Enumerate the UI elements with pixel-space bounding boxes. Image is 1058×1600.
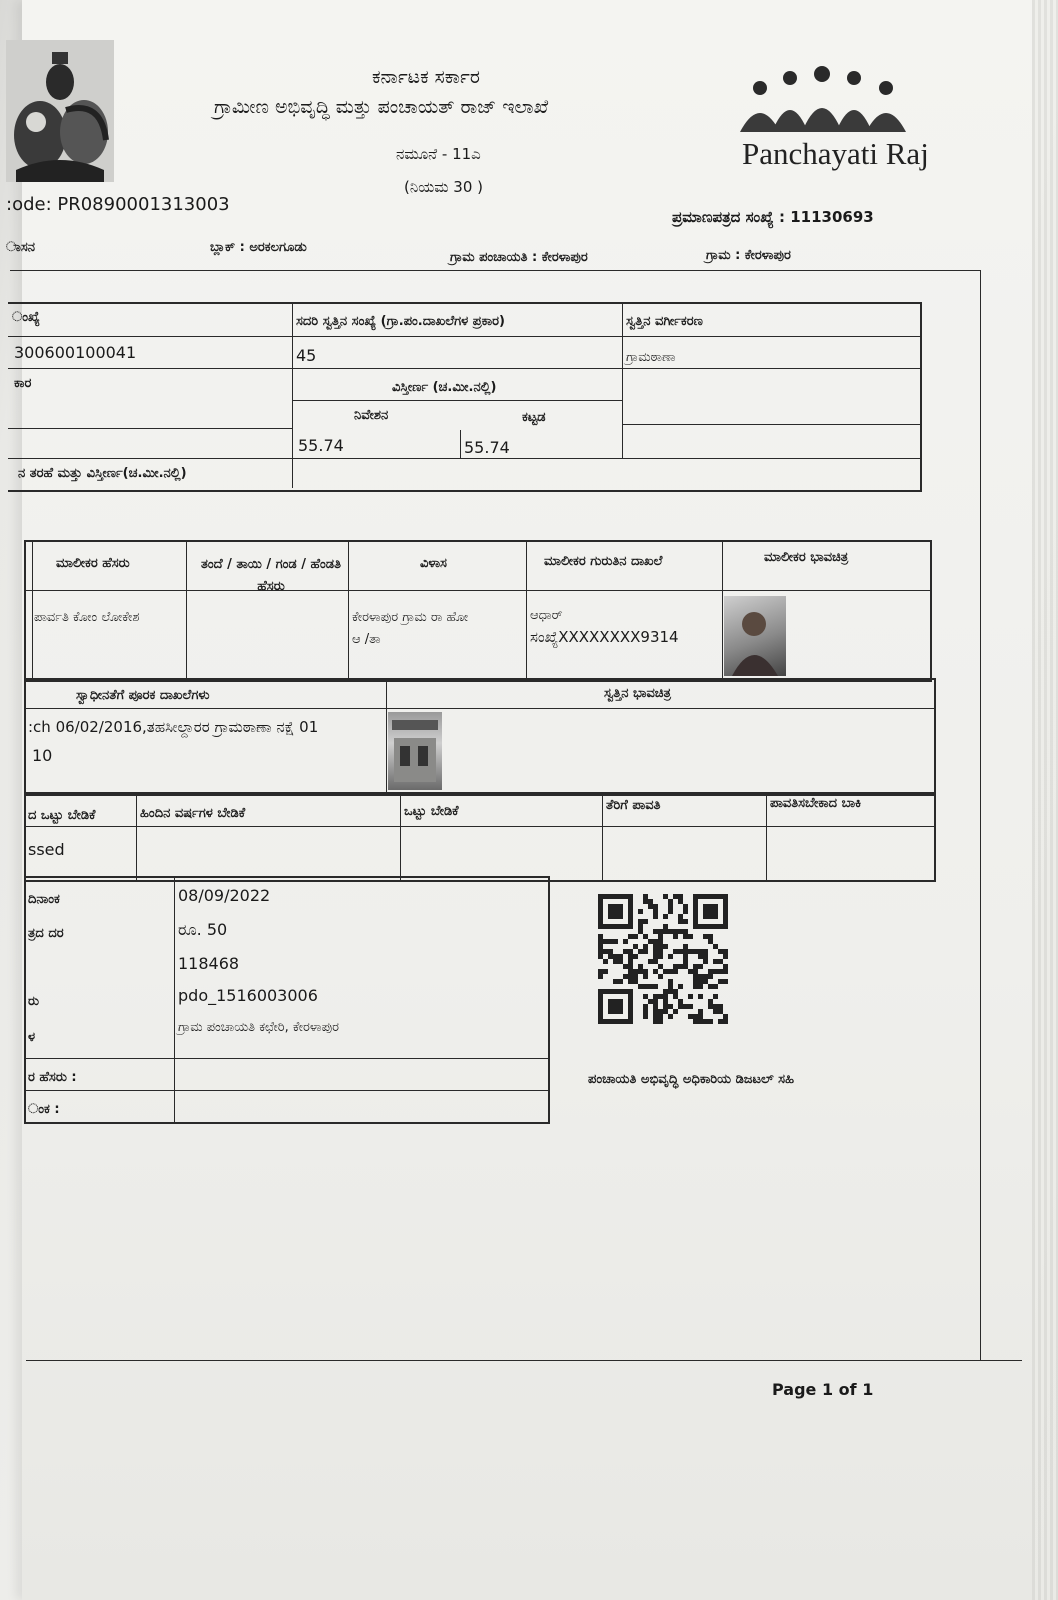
owner-name-value: ಪಾರ್ವತಿ ಕೋಂ ಲೋಕೇಶ: [34, 610, 140, 625]
building-label: ಕಟ್ಟಡ: [522, 410, 546, 425]
build-type-label: ನ ತರಹೆ ಮತ್ತು ವಿಸ್ತೀರ್ಣ(ಚ.ಮೀ.ನಲ್ಲಿ): [18, 466, 187, 481]
department-title: ಗ್ರಾಮೀಣ ಅಭಿವೃದ್ಧಿ ಮತ್ತು ಪಂಚಾಯತ್ ರಾಜ್ ಇಲಾಖೆ: [214, 96, 549, 118]
address-header: ವಿಳಾಸ: [420, 556, 447, 571]
karnataka-emblem-icon: [6, 40, 114, 182]
header-rule: [10, 270, 980, 271]
person-icon: [724, 596, 786, 676]
issuer-label: ರು: [28, 994, 40, 1009]
owner-address-line2: ಆ /ತಾ: [352, 632, 381, 647]
property-no-header: ಸದರಿ ಸ್ವತ್ತಿನ ಸಂಖ್ಯೆ (ಗ್ರಾ.ಪಂ.ದಾಖಲೆಗಳ ಪ್ರಕಾರ): [296, 314, 505, 329]
taluk-label: ಾಸನ: [6, 240, 36, 255]
type-label: ಕಾರ: [14, 376, 32, 391]
property-table: [8, 302, 922, 492]
issuer-value: pdo_1516003006: [178, 986, 318, 1005]
paper-edge: [1032, 0, 1058, 1600]
frame-right: [980, 270, 981, 1360]
id-header: ಂಖ್ಯೆ: [12, 310, 40, 325]
issue-date-value: 08/09/2022: [178, 886, 271, 905]
balance-header: ಪಾವತಿಸಬೇಕಾದ ಬಾಕಿ: [770, 796, 862, 811]
panchayati-raj-brand: Panchayati Raj: [742, 136, 929, 171]
gram-panchayat-label: ಗ್ರಾಮ ಪಂಚಾಯತಿ : ಕೇರಳಾಪುರ: [450, 250, 588, 265]
area-header: ವಿಸ್ತೀರ್ಣ (ಚ.ಮೀ.ನಲ್ಲಿ): [392, 380, 497, 395]
place-value: ಗ್ರಾಮ ಪಂಚಾಯತಿ ಕಛೇರಿ, ಕೇರಳಾಪುರ: [178, 1020, 340, 1035]
officer-date-label: ಂಕ :: [28, 1102, 60, 1117]
digital-signature-label: ಪಂಚಾಯತಿ ಅಭಿವೃದ್ಧಿ ಅಧಿಕಾರಿಯ ಡಿಜಟಲ್ ಸಹಿ: [588, 1072, 795, 1087]
house-icon: [388, 712, 442, 790]
classification-header: ಸ್ವತ್ತಿನ ವರ್ಗೀಕರಣ: [626, 314, 703, 329]
property-photo-header: ಸ್ವತ್ತಿನ ಭಾವಚಿತ್ರ: [604, 686, 671, 701]
page-number: Page 1 of 1: [772, 1380, 874, 1399]
govt-title: ಕರ್ನಾಟಕ ಸರ್ಕಾರ: [372, 66, 480, 88]
qr-code-icon: [598, 894, 728, 1024]
site-label: ನಿವೇಶನ: [354, 408, 389, 423]
owner-name-header: ಮಾಲೀಕರ ಹೆಸರು: [56, 556, 130, 571]
owner-photo: [724, 596, 786, 676]
officer-name-label: ರ ಹೆಸರು :: [28, 1070, 77, 1085]
block-label: ಬ್ಲಾಕ್ : ಅರಕಲಗೂಡು: [210, 240, 307, 255]
issue-date-label: ದಿನಾಂಕ: [28, 892, 60, 907]
previous-demand-header: ಹಿಂದಿನ ವರ್ಷಗಳ ಬೇಡಿಕೆ: [140, 806, 246, 821]
relation-header: ತಂದೆ / ತಾಯಿ / ಗಂಡ / ಹೆಂಡತಿ ಹೆಸರು: [201, 557, 341, 594]
tax-paid-header: ತೆರಿಗೆ ಪಾವತಿ: [606, 798, 661, 813]
ownership-docs-line1: :ch 06/02/2016,ತಹಸೀಲ್ದಾರರ ಗ್ರಾಮಠಾಣಾ ನಕ್ಷೆ 01: [28, 718, 319, 736]
property-photo: [388, 712, 442, 790]
total-demand-header: ದ ಒಟ್ಟು ಬೇಡಿಕೆ: [28, 808, 96, 823]
owner-id-line2: ಸಂಖ್ಯೆXXXXXXXX9314: [530, 628, 679, 646]
property-no-value: 45: [296, 346, 317, 365]
ownership-docs-line2: 10: [32, 746, 53, 765]
owner-photo-header: ಮಾಲೀಕರ ಭಾವಚಿತ್ರ: [764, 550, 849, 565]
panchayati-raj-logo-icon: [738, 66, 908, 138]
tax-status-value: ssed: [28, 840, 65, 859]
record-code: :ode: PR0890001313003: [6, 194, 230, 215]
place-label: ಳ: [28, 1030, 36, 1045]
overall-demand-header: ಒಟ್ಟು ಬೇಡಿಕೆ: [404, 804, 459, 819]
receipt-no-value: 118468: [178, 954, 240, 973]
form-number: ನಮೂನೆ - 11ಎ: [396, 145, 481, 163]
fee-label: ತ್ರದ ದರ: [28, 926, 64, 941]
village-label: ಗ್ರಾಮ : ಕೇರಳಾಪುರ: [706, 248, 791, 263]
site-area-value: 55.74: [298, 436, 344, 455]
classification-value: ಗ್ರಾಮಠಾಣಾ: [626, 350, 676, 365]
building-area-value: 55.74: [464, 438, 510, 457]
owner-id-header: ಮಾಲೀಕರ ಗುರುತಿನ ದಾಖಲೆ: [544, 554, 663, 569]
owner-address-line1: ಕೇರಳಾಪುರ ಗ್ರಾಮ ರಾ ಹೋ: [352, 610, 469, 625]
certificate-number: ಪ್ರಮಾಣಪತ್ರದ ಸಂಖ್ಯೆ : 11130693: [672, 208, 874, 226]
frame-bottom: [26, 1360, 1022, 1361]
owner-id-line1: ಆಧಾರ್: [530, 608, 563, 623]
fee-value: ರೂ. 50: [178, 920, 228, 939]
property-id-value: 300600100041: [14, 343, 137, 362]
ownership-docs-header: ಸ್ವಾಧೀನತೆಗೆ ಪೂರಕ ದಾಖಲೆಗಳು: [76, 688, 210, 703]
rule-number: (ನಿಯಮ 30 ): [404, 178, 483, 196]
